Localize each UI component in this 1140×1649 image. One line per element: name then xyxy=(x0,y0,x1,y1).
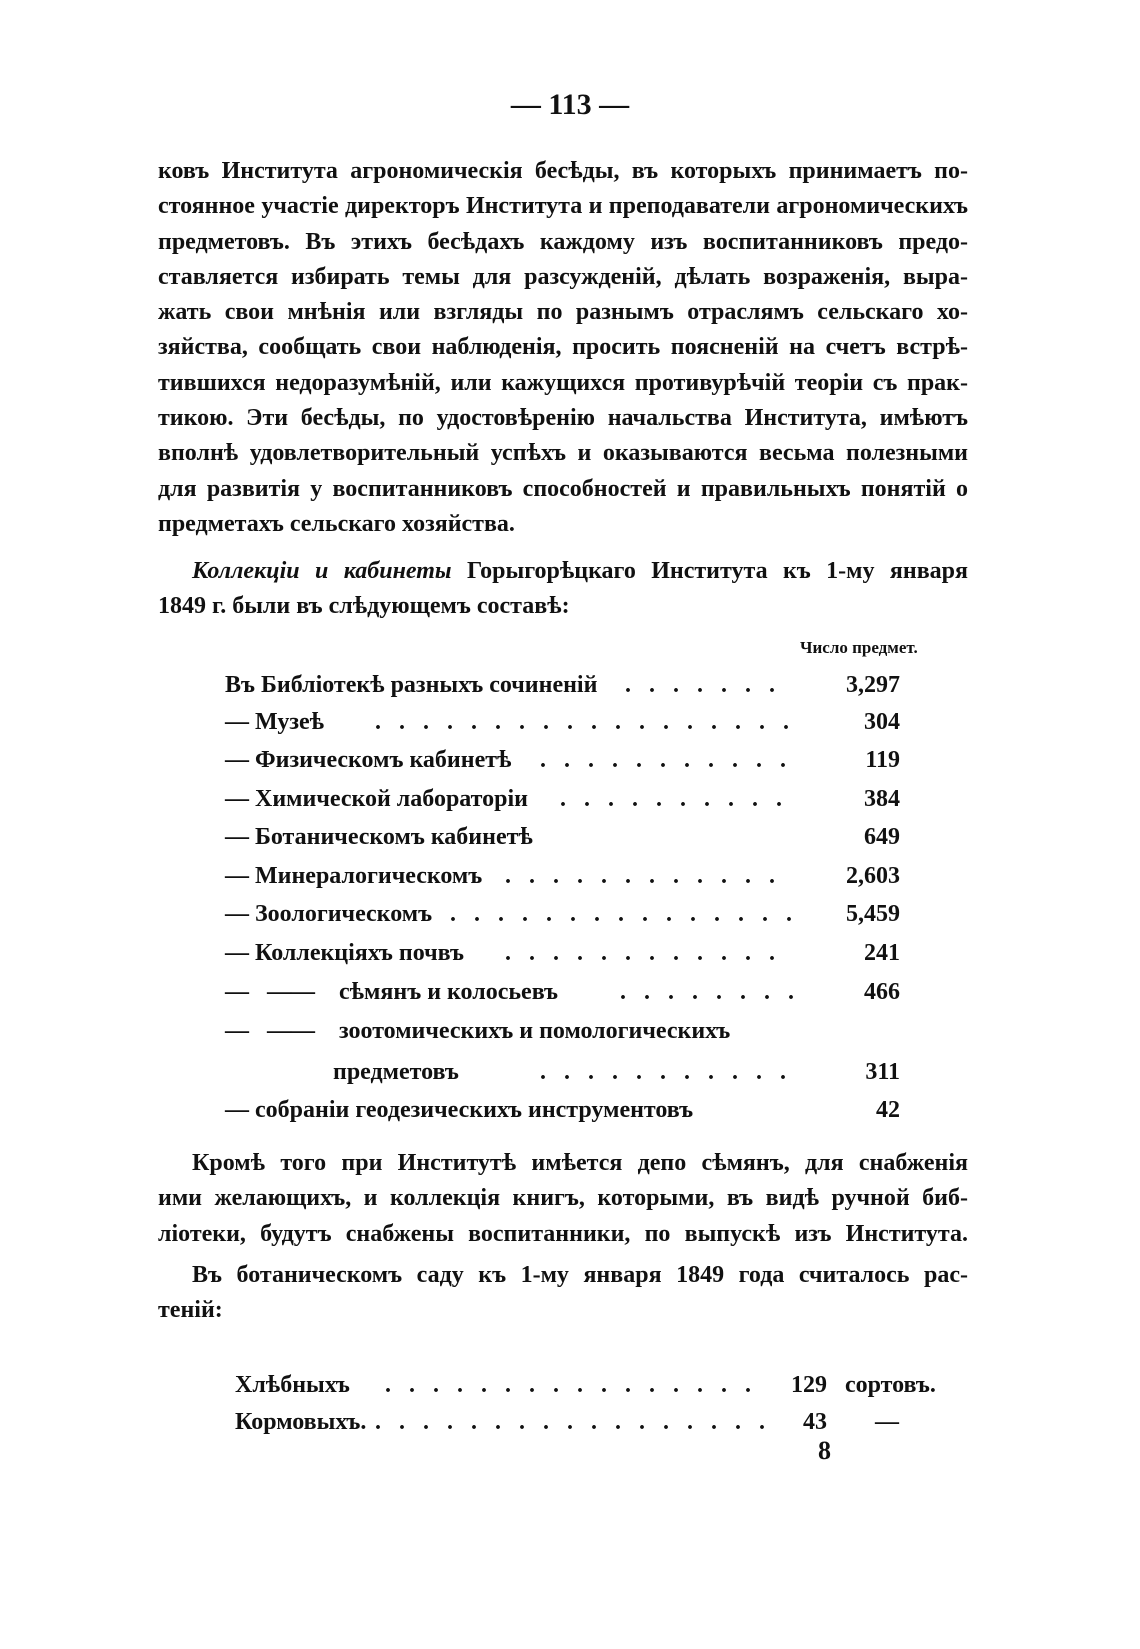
plant-count: 129 xyxy=(791,1372,827,1398)
plant-label: Кормовыхъ. xyxy=(235,1409,367,1435)
italic-heading: Коллекціи и кабинеты xyxy=(192,558,452,584)
text-line: теній: xyxy=(158,1297,223,1324)
text-line: тикою. Эти бесѣды, по удостовѣренію начальства Института, имѣютъ xyxy=(158,405,968,432)
row-label: — —— зоотомическихъ и помологическихъ xyxy=(225,1018,731,1044)
row-label: — Музеѣ xyxy=(225,709,325,735)
table-row xyxy=(225,973,900,1011)
leader-dots: ............ xyxy=(505,940,793,966)
table-row xyxy=(225,895,900,933)
plant-unit: — xyxy=(875,1409,899,1435)
paragraph-2 xyxy=(158,554,968,625)
table-row xyxy=(225,666,900,704)
paragraph-4 xyxy=(158,1258,968,1329)
row-label: Въ Библіотекѣ разныхъ сочиненій xyxy=(225,672,598,698)
table-row xyxy=(225,1012,900,1050)
text-line: Въ ботаническомъ саду къ 1-му января 1849 года считалось рас- xyxy=(192,1262,968,1288)
row-value: 649 xyxy=(864,824,900,850)
plant-label: Хлѣбныхъ xyxy=(235,1372,350,1398)
table-row xyxy=(225,780,900,818)
leader-dots: ....... xyxy=(625,672,793,698)
text-line: стоянное участіе директоръ Института и преподаватели агрономическихъ xyxy=(158,193,968,220)
row-label: — Физическомъ кабинетѣ xyxy=(225,747,512,773)
leader-dots: .................. xyxy=(375,709,807,735)
leader-dots: ................ xyxy=(385,1372,769,1398)
leader-dots: ............ xyxy=(505,863,793,889)
text-line: жать свои мнѣнія или взгляды по разнымъ отраслямъ сельскаго хо- xyxy=(158,299,968,326)
leader-dots: ........ xyxy=(620,979,812,1005)
text-line: ліотеки, будутъ снабжены воспитанники, по выпускѣ изъ Института. xyxy=(158,1220,968,1247)
text-line: зяйства, сообщать свои наблюденія, просить поясненій на счетъ встрѣ- xyxy=(158,334,968,361)
plant-row xyxy=(235,1366,935,1404)
table-row xyxy=(225,1053,900,1091)
row-value: 2,603 xyxy=(846,863,900,889)
leader-dots: ........... xyxy=(540,747,804,773)
text-line: ставляется избирать темы для разсужденій, дѣлать возраженія, выра- xyxy=(158,263,968,290)
table-row xyxy=(225,818,900,856)
row-label: — —— сѣмянъ и колосьевъ xyxy=(225,979,559,1005)
text-line xyxy=(158,554,968,589)
row-value: 119 xyxy=(865,747,900,773)
paragraph-3 xyxy=(158,1146,968,1252)
text-line: 1849 г. были въ слѣдующемъ составѣ: xyxy=(158,593,570,620)
row-label: — Коллекціяхъ почвъ xyxy=(225,940,464,966)
row-label: предметовъ xyxy=(225,1059,459,1085)
row-value: 241 xyxy=(864,940,900,966)
row-label: — Ботаническомъ кабинетѣ xyxy=(225,824,533,850)
row-value: 3,297 xyxy=(846,672,900,698)
text-line: предметахъ сельскаго хозяйства. xyxy=(158,510,515,537)
paragraph-1 xyxy=(158,154,968,542)
text-line: ковъ Института агрономическія бесѣды, въ которыхъ принимаетъ по- xyxy=(158,158,968,184)
row-value: 384 xyxy=(864,786,900,812)
row-value: 466 xyxy=(864,979,900,1005)
row-label: — Минералогическомъ xyxy=(225,863,483,889)
text-line: для развитія у воспитанниковъ способностей и правильныхъ понятій о xyxy=(158,475,968,502)
table-row xyxy=(225,934,900,972)
signature-mark: 8 xyxy=(818,1436,831,1465)
row-value: 311 xyxy=(865,1059,900,1085)
plant-count: 43 xyxy=(803,1409,827,1435)
table-row xyxy=(225,703,900,741)
row-label: — собраніи геодезическихъ инструментовъ xyxy=(225,1097,694,1123)
row-label: — Зоологическомъ xyxy=(225,901,433,927)
leader-dots: ............... xyxy=(450,901,810,927)
row-value: 42 xyxy=(876,1097,900,1123)
page-number: — 113 — xyxy=(510,88,630,121)
text-line: вполнѣ удовлетворительный успѣхъ и оказываются весьма полезными xyxy=(158,440,968,467)
table-header: Число предмет. xyxy=(800,638,918,657)
text-line: предметовъ. Въ этихъ бесѣдахъ каждому изъ воспитанниковъ предо- xyxy=(158,228,968,255)
row-label: — Химической лабораторіи xyxy=(225,786,528,812)
row-value: 5,459 xyxy=(846,901,900,927)
text-line: тившихся недоразумѣній, или кажущихся противурѣчій теоріи съ прак- xyxy=(158,369,968,396)
leader-dots: .......... xyxy=(560,786,800,812)
row-value: 304 xyxy=(864,709,900,735)
table-row xyxy=(225,1091,900,1129)
table-row xyxy=(225,741,900,779)
plant-unit: сортовъ. xyxy=(845,1372,936,1398)
table-row xyxy=(225,857,900,895)
leader-dots: ................. xyxy=(375,1409,783,1435)
text-span: Горыгорѣцкаго Института къ 1-му января xyxy=(451,558,968,584)
text-line: Кромѣ того при Институтѣ имѣется депо сѣмянъ, для снабженія xyxy=(192,1150,968,1176)
text-line: ими желающихъ, и коллекція книгъ, которыми, въ видѣ ручной биб- xyxy=(158,1185,968,1212)
leader-dots: ........... xyxy=(540,1059,804,1085)
